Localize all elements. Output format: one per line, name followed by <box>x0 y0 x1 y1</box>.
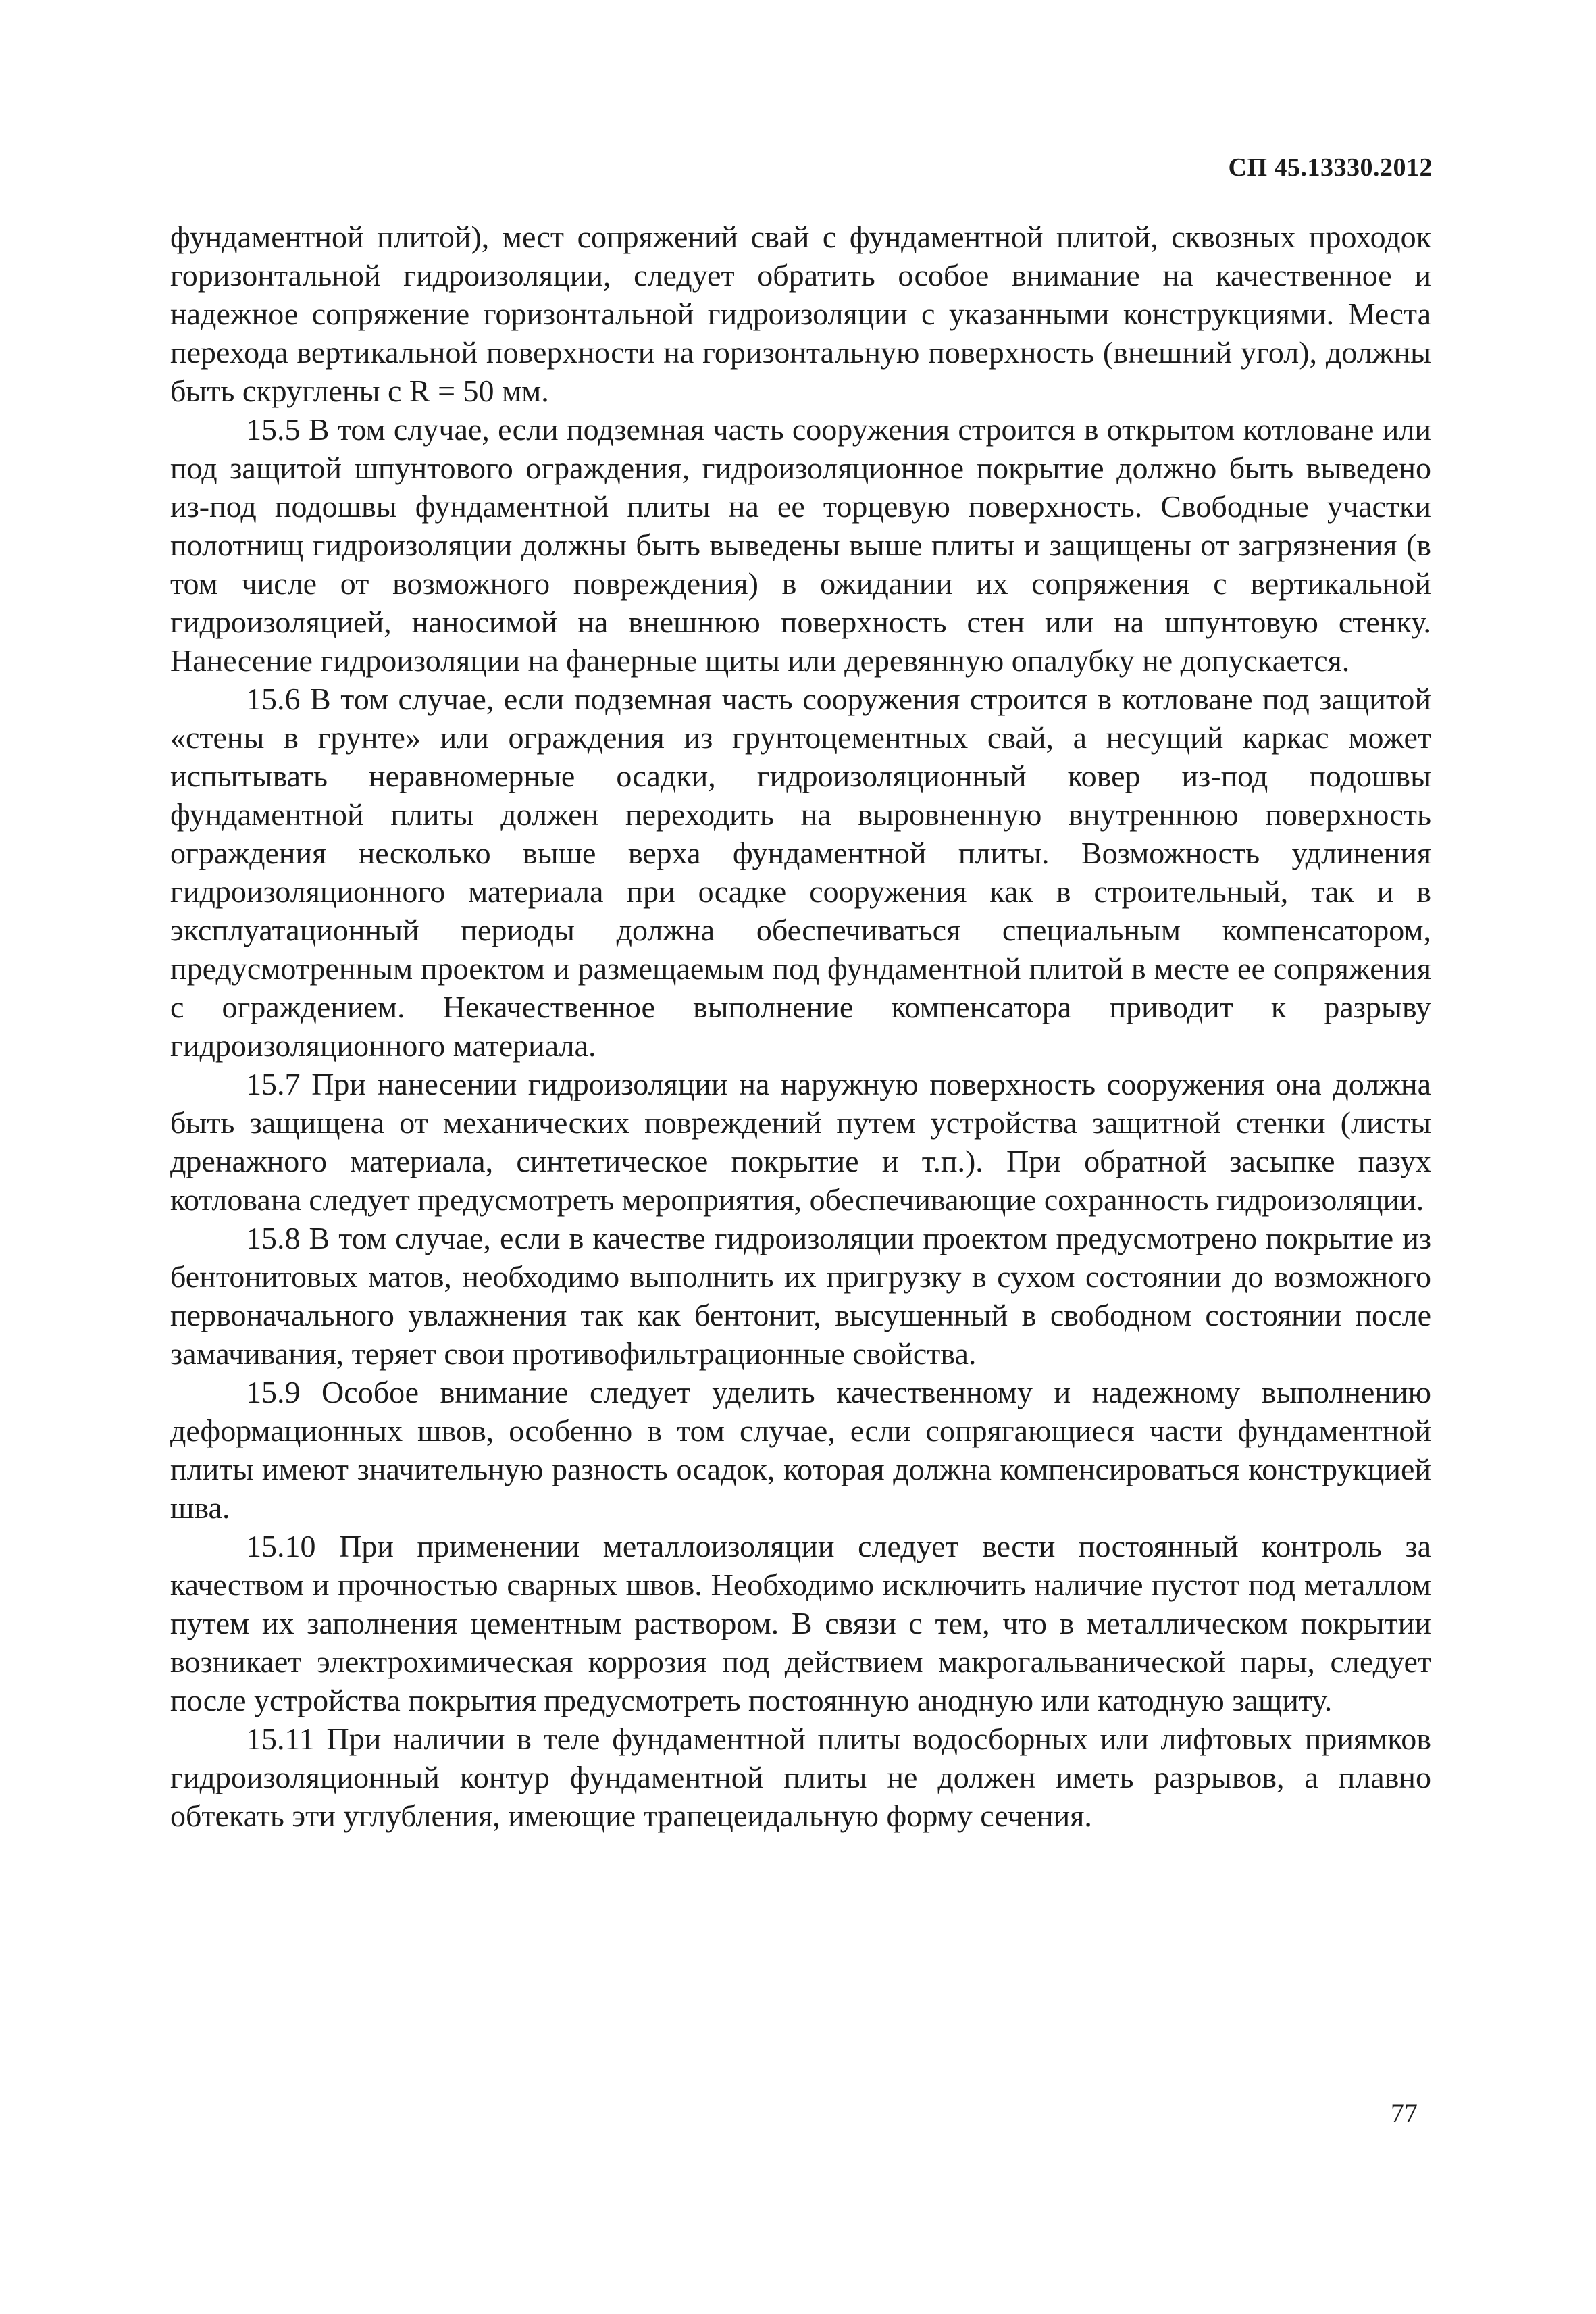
paragraph-15-9: 15.9 Особое внимание следует уделить качественному и надежному выполнению деформационных швов, особенно в том случае, если сопрягающиеся части фундаментной плиты имеют значительную разность осадок, которая должна компенсироваться конструкцией шва. <box>170 1375 1431 1525</box>
paragraph-15-11: 15.11 При наличии в теле фундаментной плиты водосборных или лифтовых приямков гидроизоляционный контур фундаментной плиты не должен иметь разрывов, а плавно обтекать эти углубления, имеющие трапецеидальную форму сечения. <box>170 1721 1431 1833</box>
paragraph-continuation: фундаментной плитой), мест сопряжений свай с фундаментной плитой, сквозных проходок горизонтальной гидроизоляции, следует обратить особое внимание на качественное и надежное сопряжение горизонтальной гидроизоляции с указанными конструкциями. Места перехода вертикальной поверхности на горизонтальную поверхность (внешний угол), должны быть скруглены с R = 50 мм. <box>170 220 1431 408</box>
paragraph-15-6: 15.6 В том случае, если подземная часть сооружения строится в котловане под защитой «стены в грунте» или ограждения из грунтоцементных свай, а несущий каркас может испытывать неравномерные осадки, гидроизоляционный ковер из-под подошвы фундаментной плиты должен переходить на выровненную внутреннюю поверхность ограждения несколько выше верха фундаментной плиты. Возможность удлинения гидроизоляционного материала при осадке сооружения как в строительный, так и в эксплуатационный периоды должна обеспечиваться специальным компенсатором, предусмотренным проектом и размещаемым под фундаментной плитой в месте ее сопряжения с ограждением. Некачественное выполнение компенсатора приводит к разрыву гидроизоляционного материала. <box>170 682 1431 1063</box>
body-text <box>170 218 1431 1835</box>
document-code: СП 45.13330.2012 <box>1228 153 1433 182</box>
paragraph-15-8: 15.8 В том случае, если в качестве гидроизоляции проектом предусмотрено покрытие из бентонитовых матов, необходимо выполнить их пригрузку в сухом состоянии до возможного первоначального увлажнения так как бентонит, высушенный в свободном состоянии после замачивания, теряет свои противофильтрационные свойства. <box>170 1221 1431 1371</box>
paragraph-15-10: 15.10 При применении металлоизоляции следует вести постоянный контроль за качеством и прочностью сварных швов. Необходимо исключить наличие пустот под металлом путем их заполнения цементным раствором. В связи с тем, что в металлическом покрытии возникает электрохимическая коррозия под действием макрогальванической пары, следует после устройства покрытия предусмотреть постоянную анодную или катодную защиту. <box>170 1529 1431 1717</box>
paragraph-15-7: 15.7 При нанесении гидроизоляции на наружную поверхность сооружения она должна быть защищена от механических повреждений путем устройства защитной стенки (листы дренажного материала, синтетическое покрытие и т.п.). При обратной засыпке пазух котлована следует предусмотреть мероприятия, обеспечивающие сохранность гидроизоляции. <box>170 1067 1431 1217</box>
paragraph-15-5: 15.5 В том случае, если подземная часть сооружения строится в открытом котловане или под защитой шпунтового ограждения, гидроизоляционное покрытие должно быть выведено из-под подошвы фундаментной плиты на ее торцевую поверхность. Свободные участки полотнищ гидроизоляции должны быть выведены выше плиты и защищены от загрязнения (в том числе от возможного повреждения) в ожидании их сопряжения с вертикальной гидроизоляцией, наносимой на внешнюю поверхность стен или на шпунтовую стенку. Нанесение гидроизоляции на фанерные щиты или деревянную опалубку не допускается. <box>170 412 1431 678</box>
page-number: 77 <box>1391 2098 1418 2128</box>
